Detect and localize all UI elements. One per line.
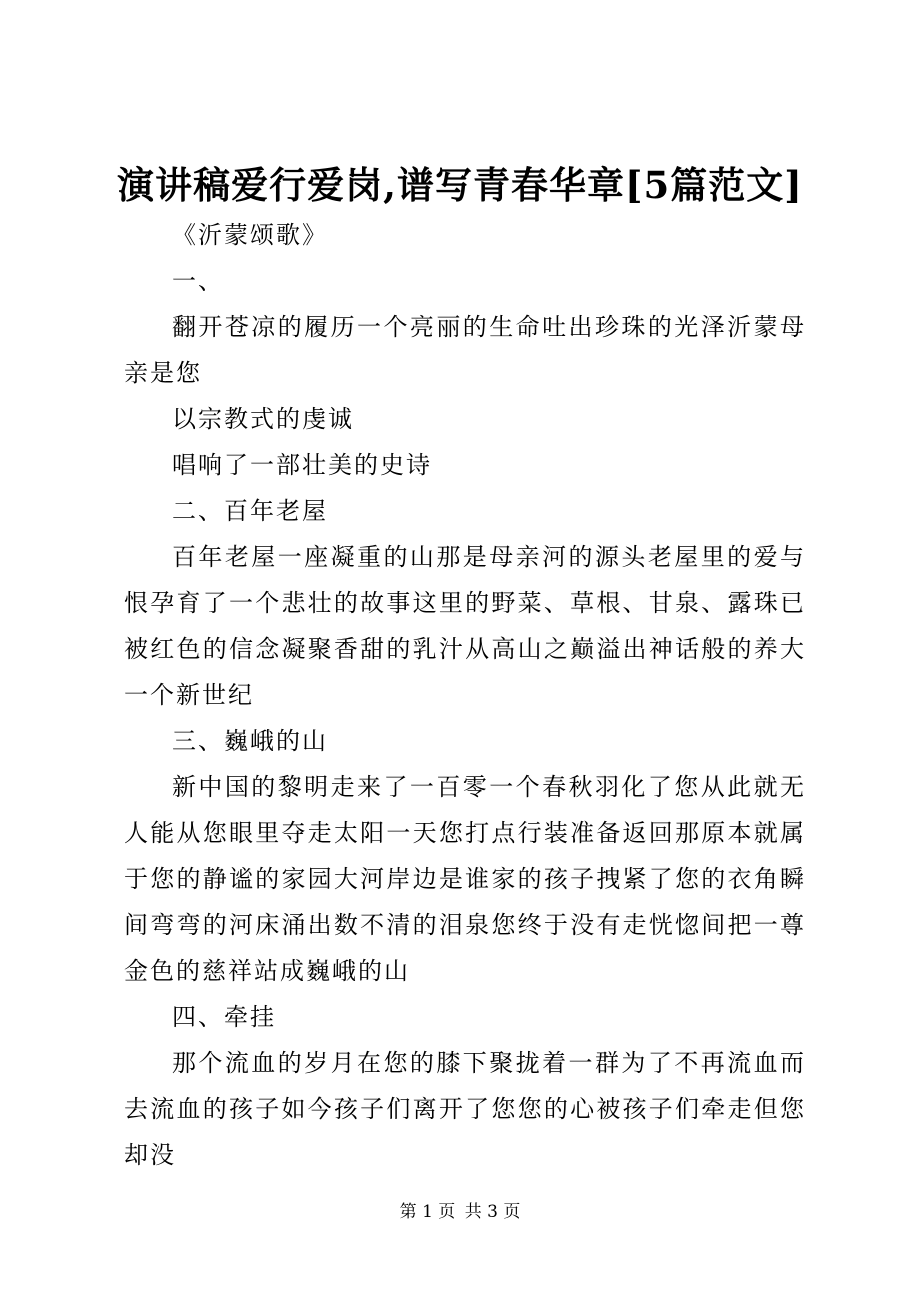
paragraph: 翻开苍凉的履历一个亮丽的生命吐出珍珠的光泽沂蒙母亲是您	[124, 313, 806, 387]
paragraph: 以宗教式的虔诚	[172, 405, 354, 433]
paragraph: 唱响了一部壮美的史诗	[172, 451, 432, 479]
page-total: 共 3 页	[464, 1202, 521, 1222]
paragraph: 《沂蒙颂歌》	[172, 221, 328, 249]
section-heading: 四、牵挂	[172, 1003, 276, 1031]
document-body	[124, 212, 806, 1178]
paragraph: 百年老屋一座凝重的山那是母亲河的源头老屋里的爱与恨孕育了一个悲壮的故事这里的野菜、草根、甘泉、露珠已被红色的信念凝聚香甜的乳汁从高山之巅溢出神话般的养大一个新世纪	[124, 543, 806, 709]
paragraph: 新中国的黎明走来了一百零一个春秋羽化了您从此就无人能从您眼里夺走太阳一天您打点行装准备返回那原本就属于您的静谧的家园大河岸边是谁家的孩子拽紧了您的衣角瞬间弯弯的河床涌出数不清的泪泉您终于没有走恍惚间把一尊金色的慈祥站成巍峨的山	[124, 773, 806, 985]
section-heading: 二、百年老屋	[172, 497, 328, 525]
paragraph: 一、	[172, 267, 224, 295]
paragraph: 那个流血的岁月在您的膝下聚拢着一群为了不再流血而去流血的孩子如今孩子们离开了您您的心被孩子们牵走但您却没	[124, 1049, 806, 1169]
page-footer	[0, 1198, 920, 1226]
section-heading: 三、巍峨的山	[172, 727, 328, 755]
document-title: 演讲稿爱行爱岗,谱写青春华章[5篇范文]	[117, 163, 803, 207]
page-number: 第 1 页	[399, 1202, 456, 1222]
